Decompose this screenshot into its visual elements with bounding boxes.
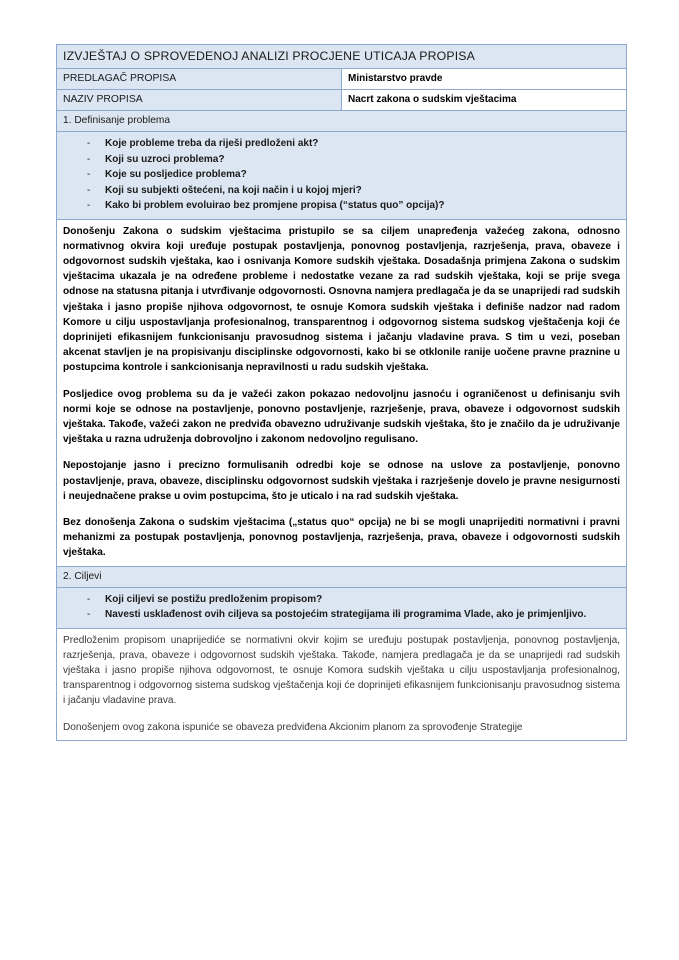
- paragraph: Predloženim propisom unaprijediće se normativni okvir kojim se uređuju postupak postavljenja, ponovnog postavljenja, razrješenja, prava, obaveze i odgovornost sudskih vještaka. Takođe, namjera predlagača je da se unaprijedi rad sudskih vještaka i jasno propiše njihova odgovornost, te osnuje Komora sudskih vještaka u cilju uspostavljanja profesionalnog, transparentnog i odgovornog sistema sudskog vještačenja koji će doprinijeti efikasnijem funkcionisanju pravosudnog sistema i jačanju vladavine prava.: [63, 634, 620, 707]
- list-item: - Navesti usklađenost ovih ciljeva sa postojećim strategijama ili programima Vlade, ako je primjenljivo.: [63, 607, 620, 623]
- paragraph: Posljedice ovog problema su da je važeći zakon pokazao nedovoljnu jasnoću i ograničenost u definisanju svih normi koje se odnose na postavljenje, ponovno postavljenje, razrješenje, prava, obaveze i odgovornost sudskih vještaka. Takođe, važeći zakon ne predviđa obavezno udruživanje sudskih vještaka, što je značilo da je udruživanje vještaka u razna udruženja dobrovoljno i zakonom nedovoljno regulisano.: [63, 388, 620, 446]
- meta-row-proposer: [57, 69, 627, 90]
- proposer-value: Ministarstvo pravde: [342, 69, 627, 90]
- section-body: [57, 219, 627, 566]
- paragraph: Bez donošenja Zakona o sudskim vještacima („status quo“ opcija) ne bi se mogli unaprijediti normativni i pravni mehanizmi za postupak postavljenja, ponovnog postavljenja, razrješenja, prava, obaveze i odgovornosti sudskih vještaka.: [63, 516, 620, 559]
- section-heading: 2. Ciljevi: [57, 566, 627, 587]
- section-2-heading-row: [57, 566, 627, 587]
- paragraph: Donošenju Zakona o sudskim vještacima pristupilo se sa ciljem unapređenja važećeg zakona, odnosno normativnog okvira koji uređuje postupak postavljenja, ponovnog postavljenja, razrješenja, prava, obaveze i odgovornost sudskih vještaka, kao i osnivanja Komore sudskih vještaka. Dosadašnja primjena Zakona o sudskim vještacima ukazala je na određene probleme i nedostatke vezane za rad sudskih vještaka, koji se prije svega odnose na statusna pitanja i utvrđivanje odgovornosti. Osnovna namjera predlagača je da se unaprijedi rad sudskih vještaka i jasno propiše njihova odgovornost, te osnuje Komora sudskih vještaka i definiše nadzor nad radom Komore u cilju uspostavljanja profesionalnog, transparentnog i odgovornog sistema sudskog vještačenja koji će doprinijeti efikasnijem funkcionisanju pravosudnog sistema i jačanju vladavine prava. S tim u vezi, poseban akcenat stavljen je na propisivanju disciplinske odgovornosti, kako bi se otklonile ranije uočene pravne praznine u postupcima kontrole i sankcionisanja nepravilnosti u radu sudskih vještaka.: [63, 225, 620, 374]
- title-row: [57, 45, 627, 69]
- paragraph: Nepostojanje jasno i precizno formulisanih odredbi koje se odnose na uslove za postavljenje, ponovno postavljenje, prava, obaveze, disciplinsku odgovornost sudskih vještaka i razrješenje dovelo je pravne nesigurnosti i neujednačene prakse u ovim postupcima, što je uticalo i na rad sudskih vještaka.: [63, 460, 620, 502]
- section-1-heading-row: [57, 111, 627, 132]
- section-questions: [57, 132, 627, 220]
- regulation-name-label: NAZIV PROPISA: [57, 90, 342, 111]
- section-heading: 1. Definisanje problema: [57, 111, 627, 132]
- section-body: [57, 628, 627, 740]
- list-item: - Koji su subjekti oštećeni, na koji način i u kojoj mjeri?: [63, 183, 620, 199]
- question-list: [63, 136, 620, 214]
- paragraph: Donošenjem ovog zakona ispuniće se obaveza predviđena Akcionim planom za sprovođenje Strategije: [63, 721, 523, 733]
- section-2-questions-row: [57, 587, 627, 628]
- list-item: - Koji ciljevi se postižu predloženim propisom?: [63, 592, 620, 608]
- proposer-label: PREDLAGAČ PROPISA: [57, 69, 342, 90]
- list-item: - Koje su posljedice problema?: [63, 167, 620, 183]
- list-item: - Kako bi problem evoluirao bez promjene propisa (“status quo” opcija)?: [63, 198, 620, 214]
- meta-row-regulation-name: [57, 90, 627, 111]
- section-questions: [57, 587, 627, 628]
- page-title: IZVJEŠTAJ O SPROVEDENOJ ANALIZI PROCJENE UTICAJA PROPISA: [57, 45, 627, 69]
- list-item: - Koje probleme treba da riješi predloženi akt?: [63, 136, 620, 152]
- section-1-questions-row: [57, 132, 627, 220]
- section-1-body-row: [57, 219, 627, 566]
- section-2-body-row: [57, 628, 627, 740]
- regulation-name-value: Nacrt zakona o sudskim vještacima: [342, 90, 627, 111]
- ria-report-table: [56, 44, 627, 741]
- question-list: [63, 592, 620, 623]
- list-item: - Koji su uzroci problema?: [63, 152, 620, 168]
